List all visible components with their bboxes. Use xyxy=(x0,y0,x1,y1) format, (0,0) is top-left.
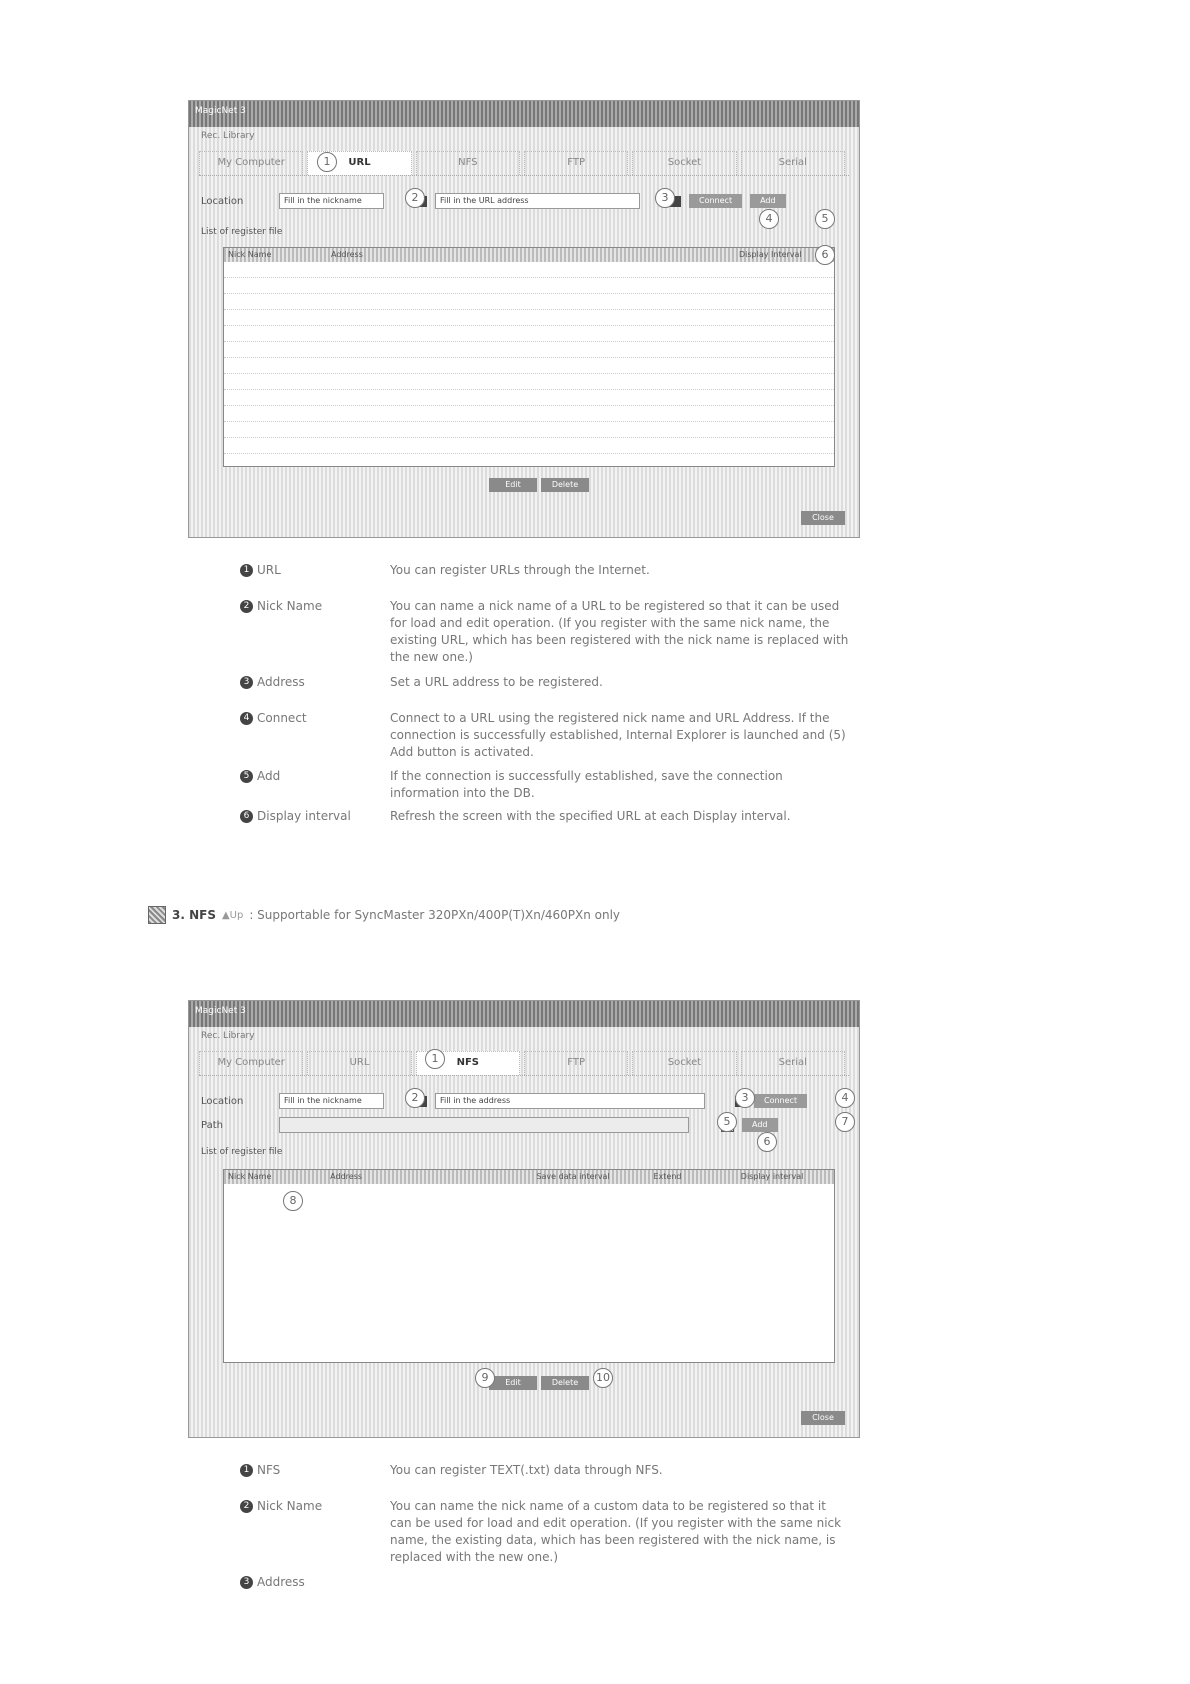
tab-my-computer[interactable]: My Computer xyxy=(199,151,303,175)
table-row[interactable] xyxy=(224,406,834,422)
list-item xyxy=(240,710,850,761)
term-label: Connect xyxy=(257,711,307,725)
app-name: MagicNet 3 xyxy=(195,106,246,116)
url-address-field[interactable]: Fill in the URL address xyxy=(435,193,640,209)
col-nick-name: Nick Name xyxy=(228,1172,272,1181)
location-row xyxy=(201,1093,807,1109)
list-item xyxy=(240,1462,850,1479)
term-description: You can register URLs through the Internet. xyxy=(390,563,650,577)
path-field[interactable] xyxy=(279,1117,689,1133)
url-screenshot xyxy=(188,100,860,538)
path-label: Path xyxy=(201,1119,223,1131)
number-badge: 4 xyxy=(240,712,253,725)
term-label: Address xyxy=(257,675,305,689)
col-address: Address xyxy=(331,250,363,259)
tab-serial[interactable]: Serial xyxy=(741,151,845,175)
tab-ftp[interactable]: FTP xyxy=(524,151,628,175)
edit-button[interactable]: Edit xyxy=(489,478,537,492)
add-button[interactable]: Add xyxy=(750,194,786,208)
delete-button[interactable]: Delete xyxy=(541,478,589,492)
list-item xyxy=(240,562,850,579)
app-name: MagicNet 3 xyxy=(195,1006,246,1016)
list-item xyxy=(240,674,850,691)
term-label: NFS xyxy=(257,1463,281,1477)
nickname-field[interactable]: Fill in the nickname xyxy=(279,1093,384,1109)
connect-button[interactable]: Connect xyxy=(754,1094,807,1108)
col-nick-name: Nick Name xyxy=(228,250,272,259)
term-description: You can register TEXT(.txt) data through NFS. xyxy=(390,1463,663,1477)
table-row[interactable] xyxy=(224,278,834,294)
term-description: If the connection is successfully established, save the connection information into the DB. xyxy=(390,769,783,800)
list-item xyxy=(240,768,850,802)
callout-marker: 2 xyxy=(405,188,425,208)
table-row[interactable] xyxy=(224,262,834,278)
nfs-address-field[interactable]: Fill in the address xyxy=(435,1093,705,1109)
callout-marker: 5 xyxy=(717,1112,737,1132)
tab-nfs[interactable]: NFS xyxy=(416,151,520,175)
tab-socket[interactable]: Socket xyxy=(632,151,736,175)
tab-url[interactable]: URL xyxy=(307,151,411,175)
nickname-field[interactable]: Fill in the nickname xyxy=(279,193,384,209)
connect-button[interactable]: Connect xyxy=(689,194,742,208)
col-extend: Extend xyxy=(653,1172,682,1181)
location-row xyxy=(201,193,786,209)
table-row[interactable] xyxy=(224,310,834,326)
tab-bar xyxy=(199,151,849,176)
edit-button[interactable]: Edit xyxy=(489,1376,537,1390)
path-row xyxy=(201,1117,778,1133)
callout-marker: 7 xyxy=(835,1112,855,1132)
list-title: List of register file xyxy=(201,1147,283,1157)
location-label: Location xyxy=(201,195,244,207)
callout-marker: 9 xyxy=(475,1368,495,1388)
list-title: List of register file xyxy=(201,227,283,237)
tab-url[interactable]: URL xyxy=(307,1051,411,1075)
table-row[interactable] xyxy=(224,326,834,342)
table-row[interactable] xyxy=(224,358,834,374)
number-badge: 2 xyxy=(240,600,253,613)
table-row[interactable] xyxy=(224,438,834,454)
table-row[interactable] xyxy=(224,390,834,406)
term-description xyxy=(390,1574,850,1591)
list-item xyxy=(240,598,850,666)
callout-marker: 5 xyxy=(815,209,835,229)
window-subtitle: Rec. Library xyxy=(201,131,255,141)
term-description: You can name a nick name of a URL to be registered so that it can be used for load and edit operation. (If you register with the same nick name, the existing URL, which has been registered with the nick name is replaced with the new one.) xyxy=(390,599,849,664)
window-subtitle: Rec. Library xyxy=(201,1031,255,1041)
list-item xyxy=(240,1574,850,1591)
term-label: Nick Name xyxy=(257,599,323,613)
callout-marker: 4 xyxy=(759,209,779,229)
title-bar xyxy=(189,101,859,127)
callout-marker: 6 xyxy=(815,245,835,265)
section-icon xyxy=(148,906,166,924)
list-item xyxy=(240,1498,850,1566)
callout-marker: 2 xyxy=(405,1088,425,1108)
location-label: Location xyxy=(201,1095,244,1107)
table-row[interactable] xyxy=(224,374,834,390)
col-save-data-interval: Save data interval xyxy=(536,1172,610,1181)
number-badge: 5 xyxy=(240,770,253,783)
term-label: Address xyxy=(257,1575,305,1589)
term-label: URL xyxy=(257,563,281,577)
title-bar xyxy=(189,1001,859,1027)
term-label: Add xyxy=(257,769,281,783)
number-badge: 3 xyxy=(240,1576,253,1589)
callout-marker: 6 xyxy=(757,1132,777,1152)
add-button[interactable]: Add xyxy=(742,1118,778,1132)
callout-marker: 3 xyxy=(735,1088,755,1108)
number-badge: 1 xyxy=(240,564,253,577)
number-badge: 2 xyxy=(240,1500,253,1513)
close-button[interactable]: Close xyxy=(801,1411,845,1425)
delete-button[interactable]: Delete xyxy=(541,1376,589,1390)
number-badge: 6 xyxy=(240,810,253,823)
term-description: You can name the nick name of a custom data to be registered so that it can be used for load and edit operation. (If you register with the same nick name, the existing data, which has been registered with the nick name, is replaced with the new one.) xyxy=(390,1499,842,1564)
tab-nfs[interactable]: NFS xyxy=(416,1051,520,1075)
term-description: Connect to a URL using the registered nick name and URL Address. If the connection is successfully established, Internal Explorer is launched and (5) Add button is activated. xyxy=(390,711,846,759)
register-file-list[interactable] xyxy=(223,247,835,467)
term-description: Set a URL address to be registered. xyxy=(390,675,603,689)
section-note: : Supportable for SyncMaster 320PXn/400P(T)Xn/460PXn only xyxy=(249,908,621,922)
table-row[interactable] xyxy=(224,422,834,438)
section-heading xyxy=(148,906,620,924)
col-address: Address xyxy=(330,1172,363,1181)
tab-my-computer[interactable]: My Computer xyxy=(199,1051,303,1075)
tab-socket[interactable]: Socket xyxy=(632,1051,736,1075)
list-header xyxy=(224,1170,834,1184)
tab-ftp[interactable]: FTP xyxy=(524,1051,628,1075)
term-label: Nick Name xyxy=(257,1499,323,1513)
up-link[interactable]: ▲Up xyxy=(221,909,244,921)
callout-marker: 1 xyxy=(425,1049,445,1069)
tab-bar xyxy=(199,1051,849,1076)
number-badge: 1 xyxy=(240,1464,253,1477)
term-label: Display interval xyxy=(257,809,351,823)
col-display-interval: Display Interval xyxy=(739,250,802,259)
number-badge: 3 xyxy=(240,676,253,689)
callout-marker: 8 xyxy=(283,1191,303,1211)
callout-marker: 4 xyxy=(835,1088,855,1108)
close-button[interactable]: Close xyxy=(801,511,845,525)
list-header xyxy=(224,248,834,262)
callout-marker: 10 xyxy=(593,1368,613,1388)
callout-marker: 1 xyxy=(317,152,337,172)
section-title: 3. NFS xyxy=(172,908,216,922)
table-row[interactable] xyxy=(224,294,834,310)
list-item xyxy=(240,808,850,825)
table-row[interactable] xyxy=(224,342,834,358)
tab-serial[interactable]: Serial xyxy=(741,1051,845,1075)
nfs-screenshot xyxy=(188,1000,860,1438)
term-description: Refresh the screen with the specified URL at each Display interval. xyxy=(390,809,791,823)
col-display-interval: Display interval xyxy=(740,1172,804,1181)
callout-marker: 3 xyxy=(655,188,675,208)
register-file-list[interactable] xyxy=(223,1169,835,1363)
